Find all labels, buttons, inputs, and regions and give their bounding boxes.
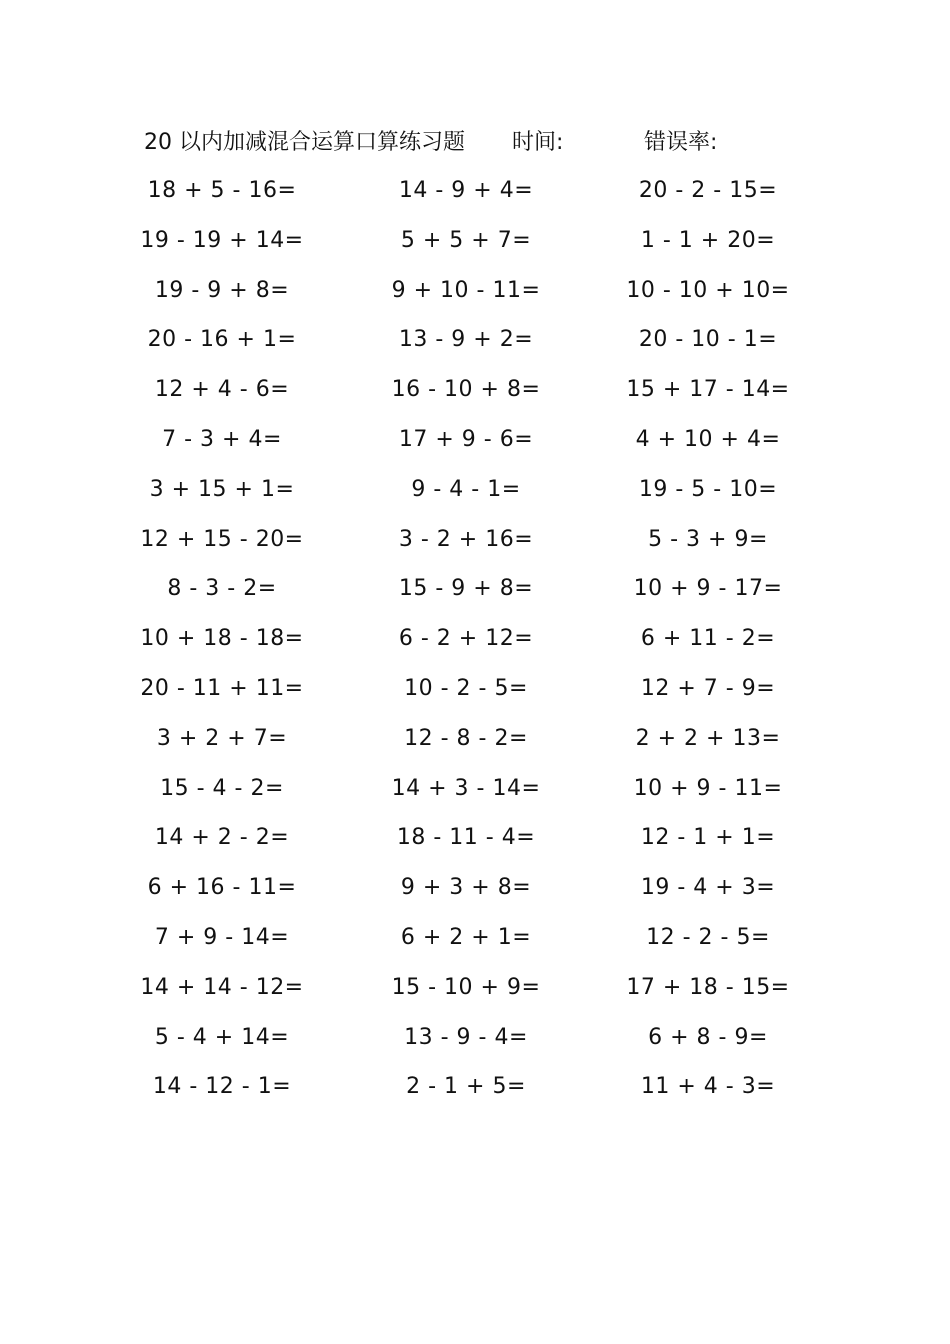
problem-item: 12 - 1 + 1= [640,825,776,851]
problem-item: 6 - 2 + 12= [398,626,534,652]
problem-item: 6 + 2 + 1= [400,924,532,950]
problem-item: 18 + 5 - 16= [147,178,297,203]
problem-item: 15 + 17 - 14= [626,377,790,403]
problem-row [0,471,950,521]
problem-row [0,770,950,820]
problem-item: 4 + 10 + 4= [635,426,781,452]
problem-item: 5 - 3 + 9= [648,526,768,552]
time-label: 时间: [512,130,564,155]
problem-item: 3 + 15 + 1= [149,476,295,502]
problem-row [0,1068,950,1118]
worksheet-title: 20 以内加减混合运算口算练习题 [144,130,465,155]
problem-item: 16 - 10 + 8= [391,377,541,403]
problem-item: 6 + 16 - 11= [147,875,297,901]
problem-item: 14 - 12 - 1= [152,1074,292,1100]
problem-item: 15 - 10 + 9= [391,974,541,1000]
problem-row [0,272,950,322]
problem-item: 10 + 9 - 17= [633,576,783,602]
problem-row [0,869,950,919]
problem-item: 8 - 3 - 2= [167,576,277,602]
problem-row [0,421,950,471]
problem-item: 3 - 2 + 16= [398,526,534,552]
problem-item: 17 + 18 - 15= [626,974,790,1000]
problem-item: 19 - 4 + 3= [640,875,776,901]
problem-row [0,321,950,371]
problem-item: 6 + 11 - 2= [640,626,776,652]
problem-item: 10 + 9 - 11= [633,775,783,801]
problem-item: 12 - 8 - 2= [404,725,528,751]
problem-row [0,371,950,421]
problem-item: 10 - 10 + 10= [626,277,790,303]
problem-item: 18 - 11 - 4= [396,825,536,851]
problem-item: 5 - 4 + 14= [154,1024,290,1050]
problem-item: 6 + 8 - 9= [648,1024,768,1050]
problem-item: 15 - 9 + 8= [398,576,534,602]
problem-row [0,620,950,670]
problem-item: 13 - 9 - 4= [404,1024,528,1050]
problem-item: 14 + 2 - 2= [154,825,290,851]
problem-item: 12 + 15 - 20= [140,526,304,552]
worksheet-header [144,126,844,160]
problem-item: 9 + 3 + 8= [400,875,532,901]
problem-row [0,919,950,969]
problem-item: 2 + 2 + 13= [635,725,781,751]
problem-item: 9 + 10 - 11= [391,277,541,303]
problem-item: 19 - 9 + 8= [154,277,290,303]
problem-item: 10 + 18 - 18= [140,626,304,652]
problem-item: 7 + 9 - 14= [154,924,290,950]
problem-item: 1 - 1 + 20= [640,227,776,253]
problem-item: 14 + 3 - 14= [391,775,541,801]
problem-item: 17 + 9 - 6= [398,426,534,452]
problem-item: 20 - 16 + 1= [147,327,297,353]
problem-item: 3 + 2 + 7= [156,725,288,751]
problem-row [0,969,950,1019]
problem-item: 12 + 4 - 6= [154,377,290,403]
problem-item: 2 - 1 + 5= [406,1074,526,1100]
problem-row [0,720,950,770]
problem-row [0,570,950,620]
problem-row [0,222,950,272]
problem-item: 9 - 4 - 1= [411,476,521,502]
problem-item: 20 - 11 + 11= [140,675,304,701]
problem-item: 7 - 3 + 4= [162,426,282,452]
problem-item: 13 - 9 + 2= [398,327,534,353]
problem-item: 19 - 5 - 10= [638,476,778,502]
problem-item: 10 - 2 - 5= [404,675,528,701]
problem-row [0,670,950,720]
problem-row [0,1019,950,1069]
problem-grid [0,172,950,1118]
problem-row [0,819,950,869]
problem-row [0,172,950,222]
problem-item: 11 + 4 - 3= [640,1074,776,1100]
problem-item: 20 - 10 - 1= [638,327,778,353]
problem-item: 14 - 9 + 4= [398,178,534,203]
problem-row [0,521,950,571]
problem-item: 12 + 7 - 9= [640,675,776,701]
problem-item: 5 + 5 + 7= [400,227,532,253]
problem-item: 12 - 2 - 5= [646,924,770,950]
problem-item: 19 - 19 + 14= [140,227,304,253]
problem-item: 15 - 4 - 2= [160,775,284,801]
error-rate-label: 错误率: [644,130,718,155]
problem-item: 14 + 14 - 12= [140,974,304,1000]
problem-item: 20 - 2 - 15= [638,178,778,203]
